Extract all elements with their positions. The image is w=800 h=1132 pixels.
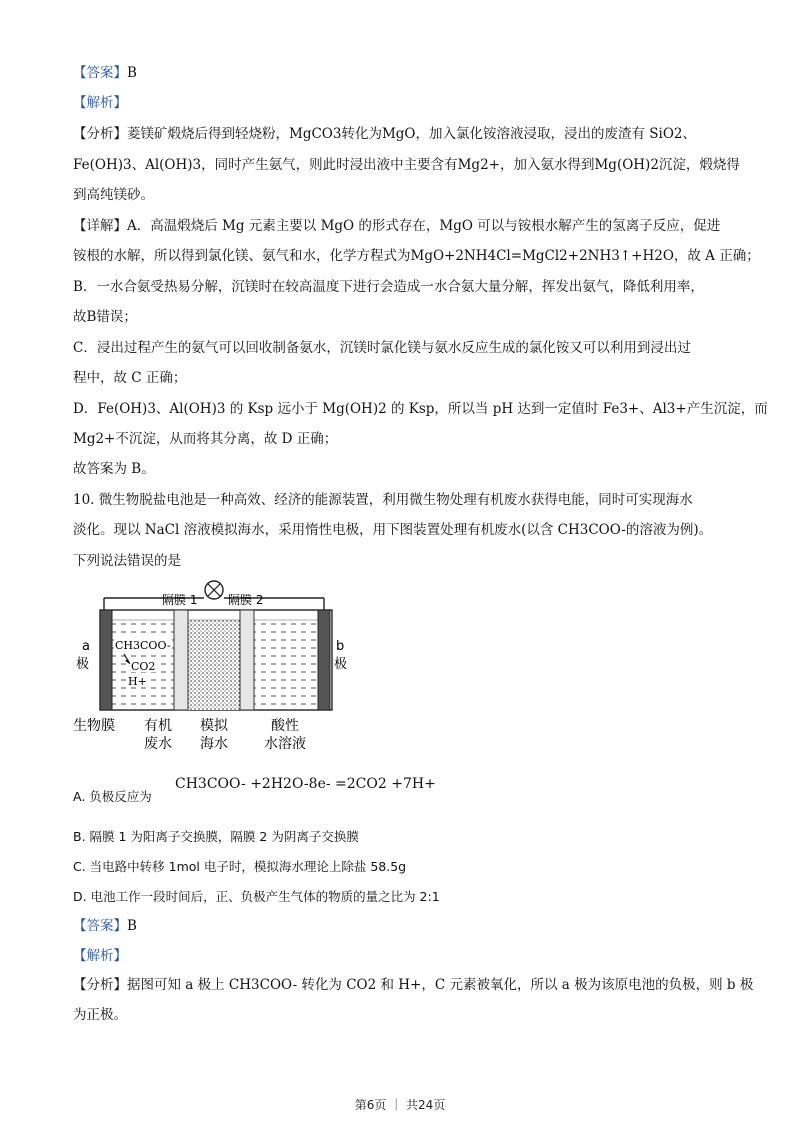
detail-d-line-2: Mg2+不沉淀，从而将其分离，故 D 正确； bbox=[73, 431, 338, 447]
question-10-line-1: 10. 微生物脱盐电池是一种高效、经济的能源装置，利用微生物处理有机废水获得电能，同时可实现海水 bbox=[73, 492, 693, 508]
fenxi-line-3: 到高纯镁砂。 bbox=[73, 187, 154, 203]
fenxi-line-2: Fe(OH)3、Al(OH)3，同时产生氨气，则此时浸出液中主要含有Mg2+，加入氨水得到Mg(OH)2沉淀，煅烧得 bbox=[73, 157, 740, 173]
detail-b-line-2: 故B错误； bbox=[73, 309, 137, 325]
svg-text:极: 极 bbox=[334, 657, 348, 672]
detail-c-line-1: C．浸出过程产生的氨气可以回收制备氨水，沉镁时氯化镁与氨水反应生成的氯化铵又可以利用到浸出过 bbox=[73, 340, 691, 356]
membrane-1 bbox=[174, 610, 188, 710]
battery-diagram bbox=[70, 580, 370, 760]
svg-text:水溶液: 水溶液 bbox=[264, 736, 306, 752]
membrane-2 bbox=[240, 610, 254, 710]
detail-a-line-1: 【详解】A．高温煅烧后 Mg 元素主要以 MgO 的形式存在，MgO 可以与铵根水解产生的氢离子反应，促进 bbox=[73, 218, 721, 234]
fenxi2-line-1: 【分析】据图可知 a 极上 CH3COO- 转化为 CO2 和 H+，C 元素被氧化，所以 a 极为该原电池的负极，则 b 极 bbox=[73, 977, 754, 993]
svg-text:b: b bbox=[336, 639, 345, 654]
electrode-a bbox=[100, 610, 112, 710]
ion-co2: CO2 bbox=[131, 660, 156, 673]
detail-c-line-2: 程中，故 C 正确； bbox=[73, 370, 187, 386]
detail-conclusion: 故答案为 B。 bbox=[73, 461, 155, 477]
svg-text:废水: 废水 bbox=[144, 736, 172, 752]
option-c: C. 当电路中转移 1mol 电子时，模拟海水理论上除盐 58.5g bbox=[73, 859, 407, 874]
option-d: D. 电池工作一段时间后，正、负极产生气体的物质的量之比为 2:1 bbox=[73, 889, 440, 904]
page-footer: 第6页 ｜ 共24页 bbox=[354, 1098, 446, 1112]
membrane-2-label: 隔膜 2 bbox=[228, 593, 264, 607]
analysis-heading-2: 【解析】 bbox=[73, 948, 127, 964]
fenxi-line-1: 【分析】菱镁矿煅烧后得到轻烧粉，MgCO3转化为MgO，加入氯化铵溶液浸取，浸出的废渣有 SiO2、 bbox=[73, 126, 696, 142]
answer-value: B bbox=[127, 65, 137, 81]
ion-h: H+ bbox=[128, 675, 147, 688]
option-a-prefix: A. 负极反应为 bbox=[73, 789, 152, 804]
answer-line-1 bbox=[73, 63, 733, 83]
electrode-b bbox=[318, 610, 330, 710]
svg-text:a: a bbox=[82, 639, 90, 654]
membrane-1-label: 隔膜 1 bbox=[162, 593, 198, 607]
svg-text:海水: 海水 bbox=[200, 736, 228, 752]
svg-text:有机: 有机 bbox=[144, 718, 172, 734]
svg-text:生物膜: 生物膜 bbox=[73, 718, 115, 734]
question-10-line-2: 淡化。现以 NaCl 溶液模拟海水，采用惰性电极，用下图装置处理有机废水(以含 CH3COO-的溶液为例)。 bbox=[73, 522, 713, 538]
answer-line-2: 【答案】B bbox=[73, 918, 137, 934]
svg-text:极: 极 bbox=[76, 657, 90, 672]
detail-a-line-2: 铵根的水解，所以得到氯化镁、氨气和水，化学方程式为MgO+2NH4Cl=MgCl2+2NH3↑+H2O，故 A 正确； bbox=[73, 248, 760, 264]
detail-d-line-1: D．Fe(OH)3、Al(OH)3 的 Ksp 远小于 Mg(OH)2 的 Ksp，所以当 pH 达到一定值时 Fe3+、Al3+产生沉淀，而 bbox=[73, 401, 768, 417]
svg-text:模拟: 模拟 bbox=[200, 718, 228, 734]
ion-acetate: CH3COO- bbox=[115, 639, 171, 652]
fenxi2-line-2: 为正极。 bbox=[73, 1007, 127, 1023]
option-b: B. 隔膜 1 为阳离子交换膜，隔膜 2 为阴离子交换膜 bbox=[73, 829, 359, 844]
detail-b-line-1: B．一水合氨受热易分解，沉镁时在较高温度下进行会造成一水合氨大量分解，挥发出氨气，降低利用率， bbox=[73, 279, 704, 295]
question-10-line-3: 下列说法错误的是 bbox=[73, 553, 181, 569]
analysis-heading-1: 【解析】 bbox=[73, 95, 127, 111]
svg-text:酸性: 酸性 bbox=[271, 718, 299, 734]
option-a-equation: CH3COO- +2H2O-8e- =2CO2 +7H+ bbox=[175, 776, 436, 792]
answer-label: 【答案】 bbox=[73, 65, 127, 81]
